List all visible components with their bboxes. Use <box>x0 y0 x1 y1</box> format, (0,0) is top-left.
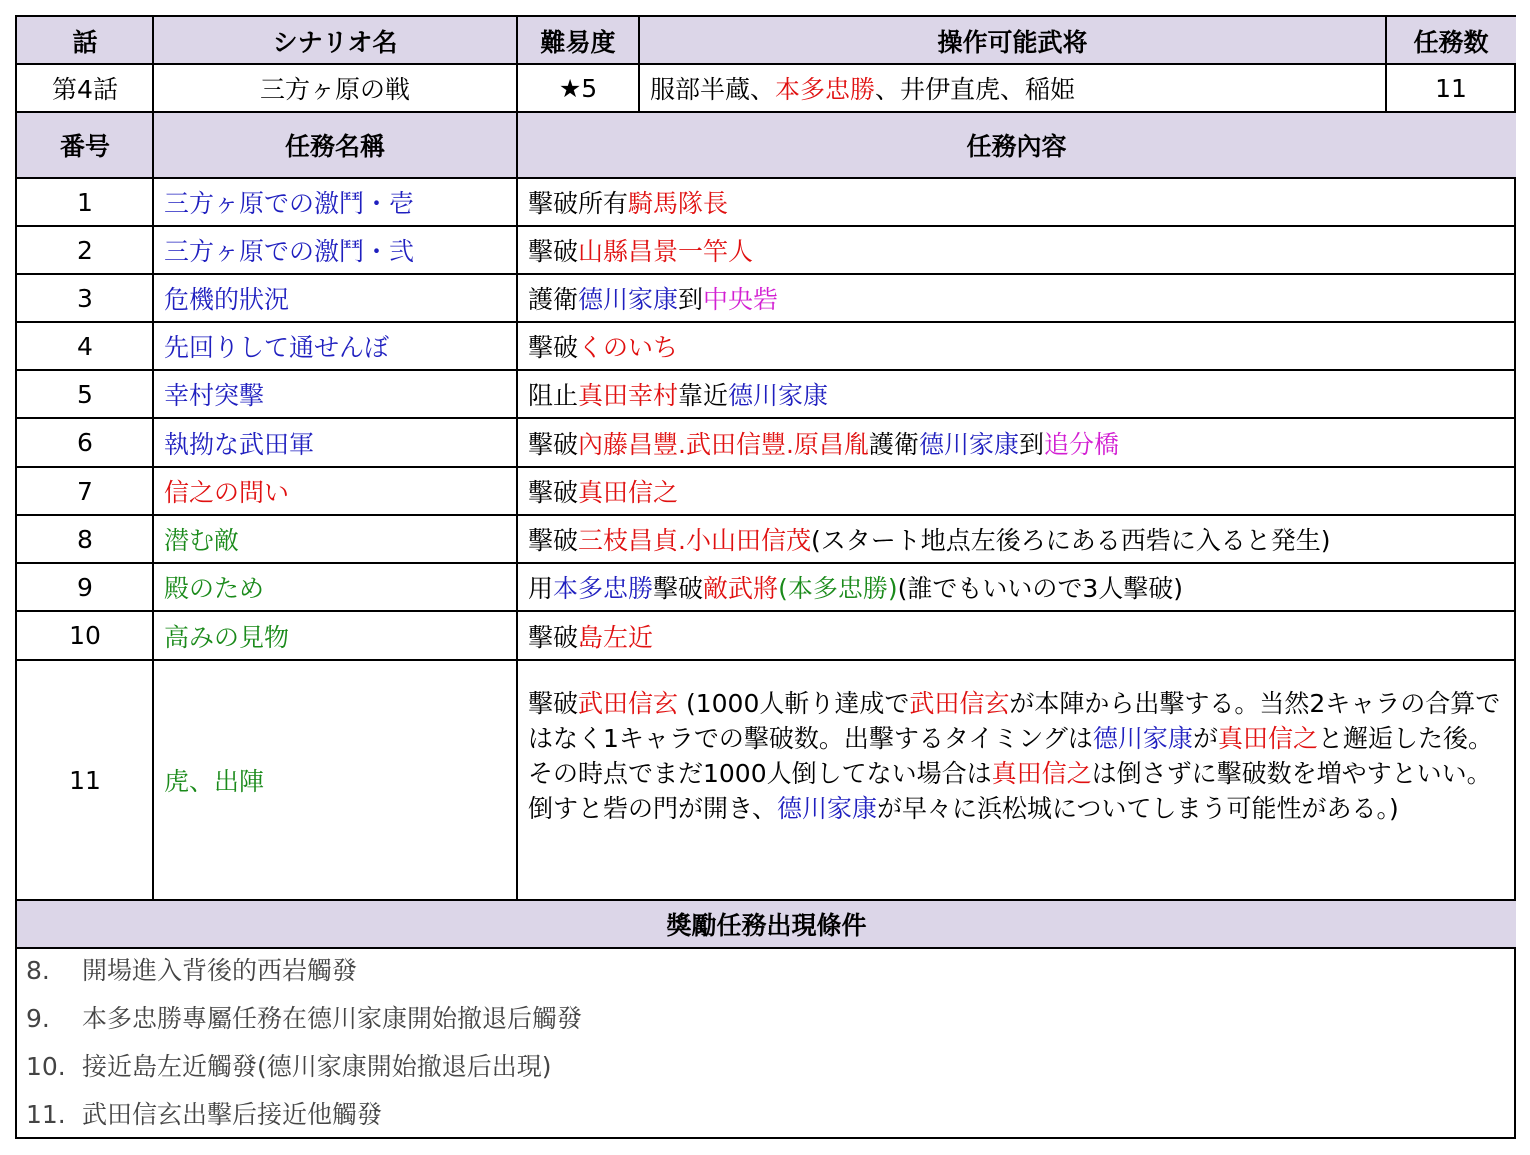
episode-header-label: 話 <box>72 27 98 57</box>
scenario-name-value <box>153 64 517 112</box>
bonus-condition-item <box>26 951 357 987</box>
mission-name <box>153 515 517 563</box>
generals-header-label: 操作可能武将 <box>937 27 1088 57</box>
mission-name <box>153 467 517 515</box>
mission-number-text: 1 <box>77 187 93 217</box>
mission-content-segment: (本多忠勝) <box>778 574 898 603</box>
difficulty-header <box>517 17 639 64</box>
grid-line-horizontal <box>17 225 1516 227</box>
mission-content <box>517 418 1516 467</box>
mission-content-segment: 德川家康 <box>918 429 1019 459</box>
mission-number-text: 6 <box>77 428 93 457</box>
mission-content-segment: 擊破 <box>528 333 579 362</box>
mission-content <box>517 178 1516 226</box>
mission-content-segment: 三枝昌貞.小山田信茂 <box>578 526 811 555</box>
bonus-condition-text: 接近島左近觸發(德川家康開始撤退后出現) <box>82 1052 552 1081</box>
mission-content-segment: 擊破 <box>528 429 579 459</box>
mission-number <box>17 660 153 900</box>
grid-line-horizontal <box>17 610 1516 612</box>
mission-content-header <box>517 112 1516 178</box>
mission-count-header-label: 任務数 <box>1413 27 1489 57</box>
scenario-header-label: シナリオ名 <box>272 27 398 57</box>
number-header-label: 番号 <box>59 132 110 161</box>
mission-content-segment: 德川家康 <box>777 794 878 823</box>
mission-content-segment: 護衛 <box>868 429 919 459</box>
grid-line-horizontal <box>17 273 1516 275</box>
grid-line-horizontal <box>17 466 1516 468</box>
grid-line-vertical <box>638 17 640 112</box>
mission-content-segment: 阻止 <box>528 381 579 410</box>
mission-content-segment: 武田信玄 <box>578 689 679 718</box>
mission-content-segment: 追分橋 <box>1043 429 1119 459</box>
mission-number <box>17 563 153 611</box>
bonus-condition-text: 武田信玄出擊后接近他觸發 <box>82 1100 383 1129</box>
mission-name-text: 三方ヶ原での激鬥・壱 <box>164 189 415 218</box>
mission-number <box>17 611 153 660</box>
scenario-header <box>153 17 517 64</box>
mission-name-text: 幸村突擊 <box>164 381 265 410</box>
mission-name-text: 三方ヶ原での激鬥・弐 <box>164 237 415 266</box>
mission-content-segment: くのいち <box>578 333 679 362</box>
mission-content-segment: 德川家康 <box>728 381 829 410</box>
mission-content-segment: 武田信玄 <box>909 689 1010 718</box>
mission-content <box>517 226 1516 274</box>
grid-line-horizontal <box>17 177 1516 179</box>
grid-line-horizontal <box>17 659 1516 661</box>
mission-name <box>153 322 517 370</box>
mission-content-segment: 擊破 <box>528 478 579 507</box>
mission-number <box>17 418 153 467</box>
mission-number <box>17 226 153 274</box>
mission-name <box>153 611 517 660</box>
mission-content-segment: 本多忠勝 <box>553 574 654 603</box>
mission-content <box>517 660 1516 900</box>
mission-number-text: 3 <box>77 283 93 313</box>
grid-line-vertical <box>152 17 154 900</box>
grid-line-horizontal <box>17 562 1516 564</box>
mission-content-segment: が早々に浜松城についてしまう可能性がある。) <box>877 794 1399 823</box>
mission-content-segment: 敵武將 <box>703 574 779 603</box>
mission-number-text: 5 <box>77 379 93 409</box>
mission-name <box>153 178 517 226</box>
mission-number-text: 2 <box>77 235 93 265</box>
episode-header <box>17 17 153 64</box>
grid-line-horizontal <box>17 369 1516 371</box>
mission-name-header-label: 任務名稱 <box>284 132 385 161</box>
mission-content-segment: 靠近 <box>678 381 729 410</box>
mission-content <box>517 515 1516 563</box>
mission-name <box>153 563 517 611</box>
bonus-condition-item <box>26 999 582 1035</box>
generals-value <box>639 64 1386 112</box>
bonus-condition-number: 11. <box>26 1100 66 1129</box>
episode-value <box>17 64 153 112</box>
grid-line-vertical <box>1385 17 1387 112</box>
mission-content-header-label: 任務內容 <box>966 132 1067 161</box>
mission-content-segment: と邂逅した後。その時点でまだ1000人倒してない場合は <box>528 724 1493 788</box>
bonus-header <box>17 900 1516 948</box>
mission-name-text: 危機的狀況 <box>164 285 290 314</box>
mission-content-segment: 德川家康 <box>1092 724 1193 753</box>
mission-content-segment: (1000人斬り達成で <box>678 689 910 718</box>
difficulty-value <box>517 64 639 112</box>
mission-name <box>153 226 517 274</box>
mission-number <box>17 467 153 515</box>
mission-number-text: 7 <box>77 476 93 506</box>
mission-content <box>517 467 1516 515</box>
mission-content-segment: (誰でもいいので3人擊破) <box>897 574 1183 603</box>
mission-content-segment: 護衛 <box>528 285 579 314</box>
general-segment: 、井伊直虎、稲姫 <box>875 75 1076 104</box>
mission-name-text: 信之の問い <box>164 478 290 507</box>
mission-count-header <box>1386 17 1516 64</box>
mission-name <box>153 418 517 467</box>
mission-content-segment: 擊破所有 <box>528 189 629 218</box>
mission-content-segment: 真田幸村 <box>578 381 679 410</box>
mission-content <box>517 370 1516 418</box>
grid-line-horizontal <box>17 417 1516 419</box>
mission-name-text: 執拗な武田軍 <box>164 429 315 459</box>
mission-content-segment: が <box>1192 724 1218 753</box>
mission-content-segment: 擊破 <box>528 622 579 652</box>
mission-content-segment: 德川家康 <box>578 285 679 314</box>
mission-content-segment: 擊破 <box>528 237 579 266</box>
mission-content-segment: 到 <box>678 285 704 314</box>
mission-count-text: 11 <box>1435 73 1467 103</box>
mission-content-segment: 到 <box>1018 429 1044 459</box>
mission-content-segment: 內藤昌豐.武田信豐.原昌胤 <box>578 429 869 459</box>
mission-content <box>517 563 1516 611</box>
general-segment: 服部半蔵 <box>650 75 751 104</box>
mission-name <box>153 660 517 900</box>
grid-line-vertical <box>516 17 518 900</box>
grid-line-horizontal <box>17 899 1516 901</box>
mission-number <box>17 370 153 418</box>
bonus-condition-item <box>26 1047 552 1083</box>
mission-number-text: 11 <box>69 765 101 795</box>
grid-line-horizontal <box>17 514 1516 516</box>
mission-content-segment: 擊破 <box>528 526 579 555</box>
mission-content-segment: 真田信之 <box>991 759 1092 788</box>
mission-content-segment: 擊破 <box>653 574 704 603</box>
grid-line-horizontal <box>17 111 1516 113</box>
mission-number <box>17 322 153 370</box>
mission-number-text: 4 <box>77 331 93 361</box>
bonus-condition-item <box>26 1095 382 1131</box>
difficulty-text: ★5 <box>558 73 598 103</box>
mission-number <box>17 178 153 226</box>
mission-content <box>517 274 1516 322</box>
mission-content-segment: 島左近 <box>578 622 654 652</box>
episode-text: 第4話 <box>52 75 118 104</box>
mission-name-text: 虎、出陣 <box>164 767 265 796</box>
mission-name-header <box>153 112 517 178</box>
mission-content-segment: が本陣から出擊する。当然2キャラの合算ではなく1キャラでの擊破数。出擊するタイミングは <box>528 689 1501 753</box>
mission-content <box>517 611 1516 660</box>
general-segment: 、 <box>750 75 776 104</box>
mission-content-segment: 中央砦 <box>703 285 779 314</box>
mission-content-segment: 擊破 <box>528 689 579 718</box>
bonus-condition-number: 9. <box>26 1004 50 1033</box>
mission-content <box>517 322 1516 370</box>
number-header <box>17 112 153 178</box>
scenario-name-text: 三方ヶ原の戦 <box>259 75 410 104</box>
mission-name-text: 殿のため <box>164 574 265 603</box>
generals-header <box>639 17 1386 64</box>
mission-number <box>17 274 153 322</box>
mission-sheet <box>15 15 1516 1139</box>
mission-number-text: 8 <box>77 524 93 554</box>
mission-content-segment: (スタート地点左後ろにある西砦に入ると発生) <box>810 526 1331 555</box>
mission-name-text: 先回りして通せんぼ <box>164 333 390 362</box>
mission-content-segment: は倒さずに擊破数を増やすといい。倒すと砦の門が開き、 <box>528 759 1492 823</box>
general-segment: 本多忠勝 <box>775 75 876 104</box>
grid-line-horizontal <box>17 947 1516 949</box>
mission-content-segment: 真田信之 <box>1217 724 1318 753</box>
grid-line-horizontal <box>17 63 1516 65</box>
mission-number <box>17 515 153 563</box>
mission-name-text: 潜む敵 <box>164 526 240 555</box>
bonus-condition-text: 開場進入背後的西岩觸發 <box>82 956 358 985</box>
mission-name <box>153 274 517 322</box>
mission-name <box>153 370 517 418</box>
mission-content-segment: 騎馬隊長 <box>628 189 729 218</box>
mission-content-segment: 真田信之 <box>578 478 679 507</box>
bonus-header-label: 獎勵任務出現條件 <box>666 911 867 940</box>
mission-name-text: 高みの見物 <box>164 622 290 652</box>
mission-number-text: 9 <box>77 572 93 602</box>
bonus-condition-text: 本多忠勝專屬任務在德川家康開始撤退后觸發 <box>82 1004 583 1033</box>
difficulty-header-label: 難易度 <box>540 27 616 57</box>
mission-number-text: 10 <box>69 621 101 650</box>
grid-line-horizontal <box>17 321 1516 323</box>
mission-count-value <box>1386 64 1516 112</box>
mission-content-segment: 用 <box>528 574 554 603</box>
bonus-condition-number: 8. <box>26 956 50 985</box>
bonus-condition-number: 10. <box>26 1052 66 1081</box>
mission-content-segment: 山縣昌景一竿人 <box>578 237 754 266</box>
